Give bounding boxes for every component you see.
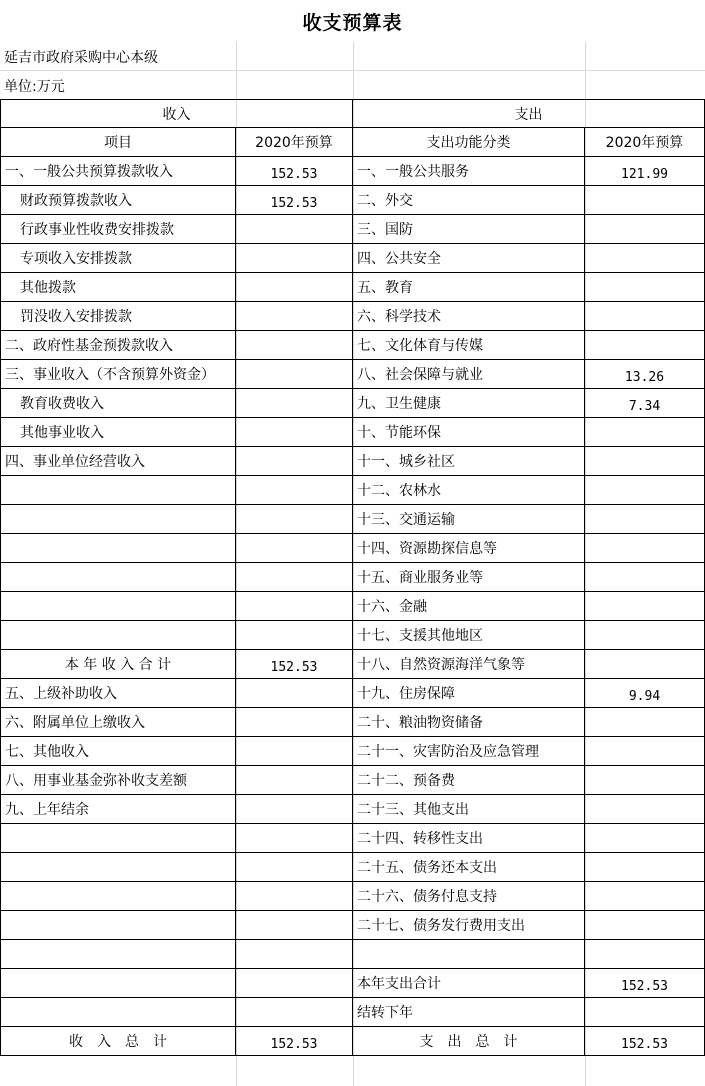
expense-budget-cell (585, 447, 705, 476)
income-budget-cell (236, 824, 353, 853)
expense-budget-header: 2020年预算 (585, 128, 705, 157)
income-budget-header: 2020年预算 (236, 128, 353, 157)
unit-label: 单位:万元 (4, 78, 65, 95)
expense-item-cell: 五、教育 (353, 273, 585, 302)
expense-item-cell: 七、文化体育与传媒 (353, 331, 585, 360)
expense-item-cell: 十七、支援其他地区 (353, 621, 585, 650)
expense-budget-cell (585, 273, 705, 302)
expense-item-cell: 十五、商业服务业等 (353, 563, 585, 592)
expense-budget-cell: 9.94 (585, 679, 705, 708)
expense-item-cell: 二十二、预备费 (353, 766, 585, 795)
expense-budget-cell (585, 418, 705, 447)
income-item-cell: 行政事业性收费安排拨款 (0, 215, 236, 244)
income-budget-cell (236, 563, 353, 592)
income-item-cell: 其他事业收入 (0, 418, 236, 447)
expense-item-cell: 十四、资源勘探信息等 (353, 534, 585, 563)
income-item-cell (0, 998, 236, 1027)
income-item-cell: 五、上级补助收入 (0, 679, 236, 708)
income-budget-cell (236, 940, 353, 969)
expense-budget-cell (585, 882, 705, 911)
income-item-cell: 二、政府性基金预拨款收入 (0, 331, 236, 360)
expense-budget-cell: 152.53 (585, 1027, 705, 1056)
expense-item-cell: 十六、金融 (353, 592, 585, 621)
income-budget-cell (236, 505, 353, 534)
income-budget-cell (236, 621, 353, 650)
income-item-cell: 财政预算拨款收入 (0, 186, 236, 215)
expense-item-cell: 四、公共安全 (353, 244, 585, 273)
income-item-cell: 专项收入安排拨款 (0, 244, 236, 273)
income-budget-cell (236, 679, 353, 708)
expense-item-cell: 十、节能环保 (353, 418, 585, 447)
expense-budget-cell (585, 708, 705, 737)
income-item-cell: 四、事业单位经营收入 (0, 447, 236, 476)
income-budget-cell (236, 534, 353, 563)
expense-item-cell: 十三、交通运输 (353, 505, 585, 534)
income-budget-cell (236, 911, 353, 940)
income-budget-cell (236, 418, 353, 447)
expense-budget-cell (585, 795, 705, 824)
income-item-cell: 八、用事业基金弥补收支差额 (0, 766, 236, 795)
income-item-cell: 罚没收入安排拨款 (0, 302, 236, 331)
expense-budget-cell (585, 186, 705, 215)
income-item-cell (0, 621, 236, 650)
income-item-cell (0, 534, 236, 563)
income-budget-cell (236, 795, 353, 824)
sheet-title: 收支预算表 (302, 11, 403, 34)
expense-budget-cell (585, 737, 705, 766)
income-item-cell (0, 563, 236, 592)
income-item-cell: 教育收费收入 (0, 389, 236, 418)
income-budget-cell (236, 389, 353, 418)
income-budget-cell: 152.53 (236, 186, 353, 215)
income-budget-cell (236, 592, 353, 621)
expense-budget-cell (585, 998, 705, 1027)
income-item-cell (0, 911, 236, 940)
expense-budget-cell (585, 302, 705, 331)
income-item-cell: 收 入 总 计 (0, 1027, 236, 1056)
expense-item-cell: 八、社会保障与就业 (353, 360, 585, 389)
expense-budget-cell: 152.53 (585, 969, 705, 998)
income-budget-cell (236, 215, 353, 244)
expense-budget-cell (585, 650, 705, 679)
income-section-header: 收入 (0, 99, 353, 128)
organization-name: 延吉市政府采购中心本级 (4, 49, 158, 66)
expense-item-cell: 二十、粮油物资储备 (353, 708, 585, 737)
expense-budget-cell (585, 244, 705, 273)
income-budget-cell (236, 360, 353, 389)
expense-item-cell: 二十三、其他支出 (353, 795, 585, 824)
expense-budget-cell (585, 563, 705, 592)
expense-budget-cell: 13.26 (585, 360, 705, 389)
income-item-cell (0, 969, 236, 998)
income-item-cell (0, 824, 236, 853)
expense-item-cell: 十一、城乡社区 (353, 447, 585, 476)
income-budget-cell (236, 998, 353, 1027)
expense-budget-cell (585, 505, 705, 534)
expense-budget-cell: 7.34 (585, 389, 705, 418)
income-budget-cell (236, 476, 353, 505)
income-budget-cell (236, 302, 353, 331)
income-item-cell (0, 882, 236, 911)
expense-budget-cell (585, 621, 705, 650)
expense-budget-cell (585, 940, 705, 969)
expense-item-cell: 一、一般公共服务 (353, 157, 585, 186)
expense-budget-cell: 121.99 (585, 157, 705, 186)
gridline (0, 70, 705, 71)
expense-item-cell: 六、科学技术 (353, 302, 585, 331)
expense-item-header: 支出功能分类 (353, 128, 585, 157)
income-budget-cell: 152.53 (236, 1027, 353, 1056)
income-item-header: 项目 (0, 128, 236, 157)
expense-item-cell: 本年支出合计 (353, 969, 585, 998)
expense-item-cell: 支 出 总 计 (353, 1027, 585, 1056)
expense-item-cell (353, 940, 585, 969)
expense-budget-cell (585, 824, 705, 853)
expense-item-cell: 十九、住房保障 (353, 679, 585, 708)
income-item-cell: 其他拨款 (0, 273, 236, 302)
expense-item-cell: 十八、自然资源海洋气象等 (353, 650, 585, 679)
expense-budget-cell (585, 766, 705, 795)
expense-item-cell: 二十六、债务付息支持 (353, 882, 585, 911)
expense-budget-cell (585, 476, 705, 505)
expense-item-cell: 二、外交 (353, 186, 585, 215)
expense-item-cell: 二十一、灾害防治及应急管理 (353, 737, 585, 766)
expense-budget-cell (585, 853, 705, 882)
expense-budget-cell (585, 911, 705, 940)
expense-item-cell: 结转下年 (353, 998, 585, 1027)
income-budget-cell: 152.53 (236, 650, 353, 679)
expense-budget-cell (585, 534, 705, 563)
income-budget-cell: 152.53 (236, 157, 353, 186)
income-item-cell: 一、一般公共预算拨款收入 (0, 157, 236, 186)
expense-budget-cell (585, 592, 705, 621)
income-item-cell: 本 年 收 入 合 计 (0, 650, 236, 679)
income-budget-cell (236, 766, 353, 795)
income-budget-cell (236, 273, 353, 302)
expense-item-cell: 二十四、转移性支出 (353, 824, 585, 853)
income-item-cell (0, 592, 236, 621)
expense-budget-cell (585, 215, 705, 244)
expense-item-cell: 三、国防 (353, 215, 585, 244)
expense-item-cell: 二十五、债务还本支出 (353, 853, 585, 882)
expense-section-header: 支出 (353, 99, 705, 128)
income-budget-cell (236, 244, 353, 273)
income-item-cell (0, 505, 236, 534)
expense-item-cell: 二十七、债务发行费用支出 (353, 911, 585, 940)
income-item-cell: 七、其他收入 (0, 737, 236, 766)
income-budget-cell (236, 882, 353, 911)
income-item-cell: 三、事业收入（不含预算外资金） (0, 360, 236, 389)
expense-item-cell: 九、卫生健康 (353, 389, 585, 418)
income-budget-cell (236, 447, 353, 476)
income-budget-cell (236, 708, 353, 737)
expense-item-cell: 十二、农林水 (353, 476, 585, 505)
income-budget-cell (236, 737, 353, 766)
income-budget-cell (236, 853, 353, 882)
income-item-cell: 九、上年结余 (0, 795, 236, 824)
income-item-cell (0, 853, 236, 882)
income-item-cell (0, 476, 236, 505)
income-item-cell (0, 940, 236, 969)
income-budget-cell (236, 969, 353, 998)
income-item-cell: 六、附属单位上缴收入 (0, 708, 236, 737)
income-budget-cell (236, 331, 353, 360)
expense-budget-cell (585, 331, 705, 360)
